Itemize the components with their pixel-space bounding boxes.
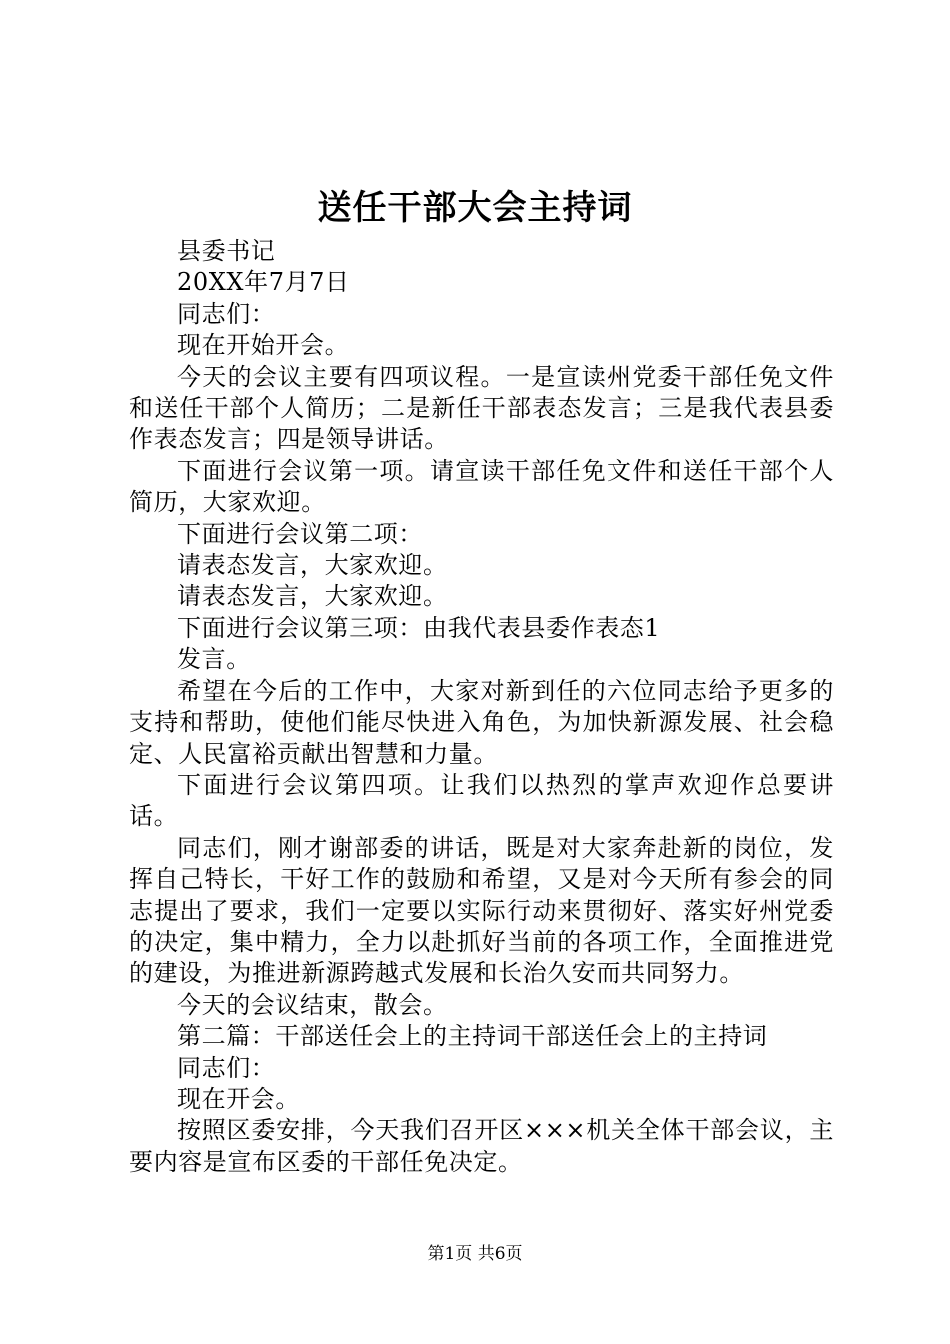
paragraph: 20XX年7月7日 — [177, 268, 350, 297]
paragraph: 现在开会。 — [177, 1084, 300, 1113]
paragraph: 同志们： — [177, 299, 276, 328]
paragraph: 希望在今后的工作中，大家对新到任的六位同志给予更多的支持和帮助，使他们能尽快进入角色，为加快新源发展、社会稳定、人民富裕贡献出智慧和力量。 — [129, 676, 834, 768]
paragraph: 今天的会议结束，散会。 — [177, 990, 448, 1019]
paragraph: 发言。 — [177, 645, 251, 674]
paragraph: 下面进行会议第四项。让我们以热烈的掌声欢迎作总要讲话。 — [129, 770, 834, 831]
paragraph: 今天的会议主要有四项议程。一是宣读州党委干部任免文件和送任干部个人简历；二是新任干部表态发言；三是我代表县委作表态发言；四是领导讲话。 — [129, 362, 834, 454]
paragraph: 请表态发言，大家欢迎。 — [177, 551, 448, 580]
document-body — [129, 236, 834, 1178]
document-title: 送任干部大会主持词 — [317, 188, 633, 228]
paragraph: 现在开始开会。 — [177, 331, 350, 360]
paragraph: 同志们，刚才谢部委的讲话，既是对大家奔赴新的岗位，发挥自己特长，干好工作的鼓励和希望，又是对今天所有参会的同志提出了要求，我们一定要以实际行动来贯彻好、落实好州党委的决定，集中精力，全力以赴抓好当前的各项工作，全面推进党的建设，为推进新源跨越式发展和长治久安而共同努力。 — [129, 833, 834, 988]
paragraph: 下面进行会议第二项： — [177, 519, 423, 548]
paragraph: 请表态发言，大家欢迎。 — [177, 582, 448, 611]
paragraph: 下面进行会议第三项：由我代表县委作表态1 — [177, 613, 661, 642]
paragraph: 第二篇：干部送任会上的主持词干部送任会上的主持词 — [177, 1022, 768, 1051]
paragraph: 下面进行会议第一项。请宣读干部任免文件和送任干部个人简历，大家欢迎。 — [129, 456, 834, 517]
paragraph: 按照区委安排，今天我们召开区×××机关全体干部会议，主要内容是宣布区委的干部任免决定。 — [129, 1116, 834, 1176]
paragraph: 县委书记 — [177, 237, 276, 265]
page-number-footer: 第1页 共6页 — [427, 1244, 523, 1264]
paragraph: 同志们： — [177, 1053, 276, 1082]
